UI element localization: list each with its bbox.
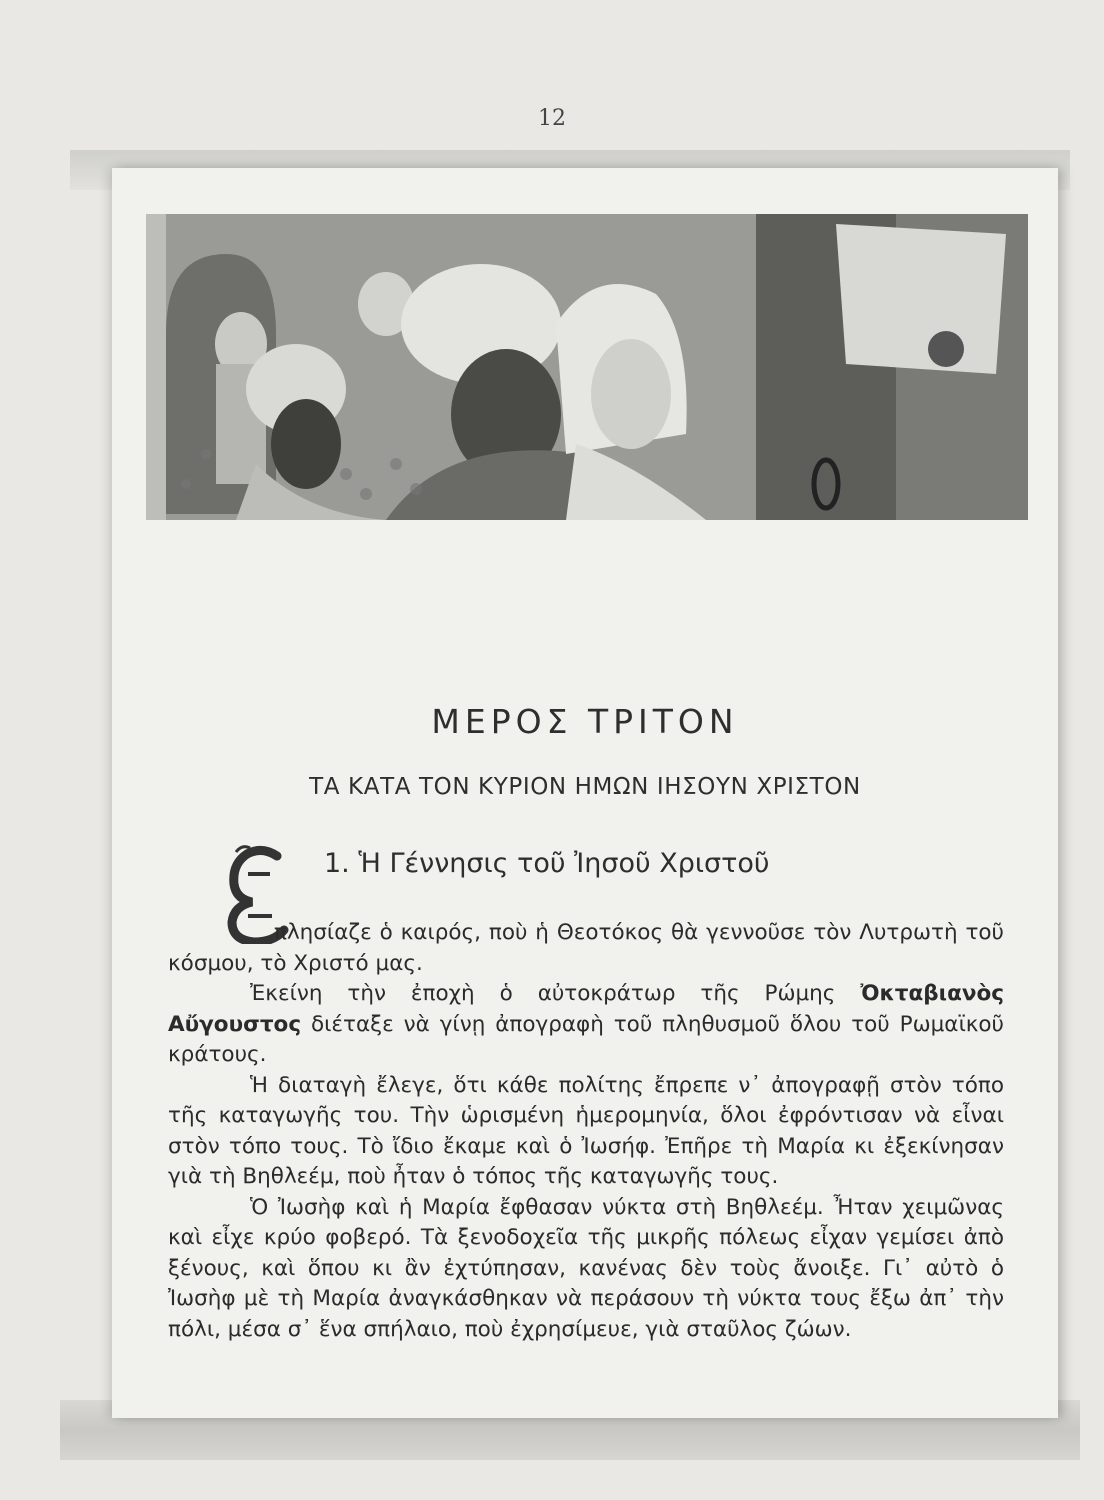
paragraph-2 [168, 979, 1004, 1071]
book-page [112, 168, 1058, 1418]
part-title: ΜΕΡΟΣ ΤΡΙΤΟΝ [431, 702, 739, 741]
paragraph-2-start: Ἐκείνη τὴν ἐποχὴ ὁ αὐτοκράτωρ τῆς Ρώμης [250, 981, 861, 1006]
paragraph-3: Ἡ διαταγὴ ἔλεγε, ὅτι κάθε πολίτης ἔπρεπε ν᾽ ἀπογραφῇ στὸν τόπο τῆς καταγωγῆς του. Τὴν ὡρισμένη ἡμερομηνία, ὅλοι ἐφρόντισαν νὰ εἶναι στὸν τόπο τους. Τὸ ἴδιο ἔκαμε καὶ ὁ Ἰωσήφ. Ἐπῆρε τὴ Μαρία κι ἐξεκίνησαν γιὰ τὴ Βηθλεέμ, ποὺ ἦταν ὁ τόπος τῆς καταγωγῆς τους. [168, 1072, 1004, 1189]
part-subtitle: ΤΑ ΚΑΤΑ ΤΟΝ ΚΥΡΙΟΝ ΗΜΩΝ ΙΗΣΟΥΝ ΧΡΙΣΤΟΝ [309, 774, 861, 800]
chapter-body [168, 918, 1004, 1345]
page-number: 12 [538, 106, 566, 131]
paragraph-4: Ὁ Ἰωσὴφ καὶ ἡ Μαρία ἔφθασαν νύκτα στὴ Βηθλεέμ. Ἦταν χειμῶνας καὶ εἶχε κρύο φοβερό. Τὰ ξενοδοχεῖα τῆς μικρῆς πόλεως εἶχαν γεμίσει ἀπὸ ξένους, καὶ ὅπου κι ἂν ἐχτύπησαν, κανένας δὲν τοὺς ἄνοιξε. Γι᾽ αὐτὸ ὁ Ἰωσὴφ μὲ τὴ Μαρία ἀναγκάσθηκαν νὰ περάσουν τὴ νύκτα τους ἔξω ἀπ᾽ τὴν πόλι, μέσα σ᾽ ἕνα σπήλαιο, ποὺ ἐχρησίμευε, γιὰ σταῦλος ζώων. [168, 1194, 1004, 1342]
paragraph-1: πλησίαζε ὁ καιρός, ποὺ ἡ Θεοτόκος θὰ γεννοῦσε τὸν Λυτρωτὴ τοῦ κόσμου, τὸ Χριστό μας. [168, 920, 1004, 976]
nativity-scene-illustration [146, 214, 1028, 520]
emperor-name: Ὀκταβιανὸς Αὔγουστος [168, 981, 1004, 1037]
illustration-drawing [146, 214, 1028, 520]
chapter-title: 1. Ἡ Γέννησις τοῦ Ἰησοῦ Χριστοῦ [324, 848, 770, 879]
paragraph-2-end: διέταξε νὰ γίνῃ ἀπογραφὴ τοῦ πληθυσμοῦ ὅλου τοῦ Ρωμαϊκοῦ κράτους. [168, 1011, 1004, 1067]
